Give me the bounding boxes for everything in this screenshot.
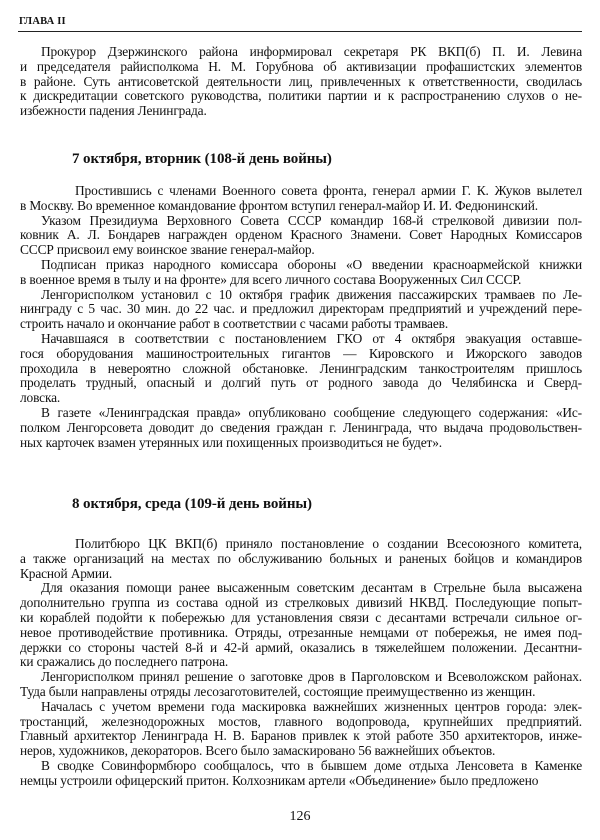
text-line: проходила в невероятно сложной обстановке. Ленинградским танкостроителям пришлось (20, 361, 582, 376)
page-number: 126 (289, 809, 311, 824)
text-line: Начавшаяся в соответствии с постановлением ГКО от 4 октября эвакуация оставше- (41, 331, 582, 346)
text-line: Простившись с членами Военного совета фронта, генерал армии Г. К. Жуков вылетел (75, 184, 582, 198)
text-line: Красной Армии. (20, 566, 113, 581)
text-line: Для оказания помощи ранее высаженным советским десантам в Стрельне была высажена (41, 581, 582, 596)
text-line: ных карточек взамен утерянных или похищенных производиться не будет». (20, 435, 442, 450)
text-line: немцы устроили офицерский притон. Колхозникам артели «Объединение» было предложено (20, 773, 539, 788)
text-line: Ленгорисполком установил с 10 октября график движения пассажирских трамваев по Ле- (41, 287, 582, 302)
paragraph (20, 581, 582, 670)
text-line: держки со стороны частей 8-й и 42-й армий, оказались в тяжелейшем положении. Десантни- (20, 640, 582, 655)
header-rule (18, 31, 582, 32)
paragraph (20, 670, 582, 700)
section-body (20, 537, 582, 789)
text-line: проделать трудный, опасный и долгий путь от родного завода до Челябинска и Сверд- (20, 376, 582, 391)
text-line: ковник А. Л. Бондарев награжден орденом Красного Знамени. Совет Народных Комиссаров (20, 228, 582, 243)
text-line: В сводке Совинформбюро сообщалось, что в бывшем доме отдыха Ленсовета в Каменке (41, 758, 582, 773)
text-line: нинграду с 5 час. 30 мин. до 22 час. и предложил директорам предприятий и учреждений пере- (20, 302, 582, 317)
text-line: в Москву. Во временное командование фронтом вступил генерал-майор И. И. Федюнинский. (20, 198, 538, 213)
text-line: в районе. Суть антисоветской деятельности лиц, привлеченных к ответственности, сводилась (20, 74, 582, 89)
text-line: а также организаций на местах по обслуживанию больных и раненых бойцов и командиров (20, 551, 582, 566)
paragraph (20, 45, 582, 119)
paragraph (20, 332, 582, 406)
text-line: ки сражались до последнего патрона. (20, 655, 229, 670)
text-line: и председателя райисполкома Н. М. Горубнова об активизации профашистских элементов (20, 59, 582, 74)
text-line: дополнительно группа из состава одной из стрелковых дивизий НКВД. Последующие попыт- (20, 596, 582, 611)
text-line: к дискредитации советского руководства, политики партии и к распространению слухов о не- (20, 89, 582, 104)
text-line: невое противодействие противника. Отряды, отрезанные немцами от побережья, не имея под- (20, 625, 582, 640)
paragraph (20, 537, 582, 581)
text-line: Указом Президиума Верховного Совета СССР командир 168-й стрелковой дивизии пол- (41, 213, 582, 228)
section-heading: 7 октября, вторник (108-й день войны) (72, 151, 332, 167)
text-line: полком Ленгорсовета доводит до сведения граждан г. Ленинграда, что выдача продовольствен- (20, 420, 582, 435)
text-line: Ленгорисполком принял решение о заготовке дров в Парголовском и Всеволожском районах. (41, 670, 582, 685)
paragraph (20, 759, 582, 789)
text-line: Главный архитектор Ленинграда Н. В. Баранов привлек к этой работе 350 архитекторов, инже- (20, 729, 582, 744)
paragraph (20, 288, 582, 332)
paragraph (20, 406, 582, 450)
text-line: в военное время в тылу и на фронте» для всего личного состава Вооруженных Сил СССР. (20, 272, 522, 287)
text-line: В газете «Ленинградская правда» опубликовано сообщение следующего содержания: «Ис- (41, 405, 582, 420)
section-heading: 8 октября, среда (109-й день войны) (72, 496, 312, 512)
text-line: Началась с учетом времени года маскировка важнейших жизненных центров города: элек- (41, 699, 582, 714)
paragraph (20, 184, 582, 214)
text-line: Прокурор Дзержинского района информировал секретаря РК ВКП(б) П. И. Левина (41, 45, 582, 59)
text-line: СССР присвоил ему воинское звание генерал-майор. (20, 243, 315, 258)
text-line: ловска. (20, 391, 61, 406)
text-line: тростанций, железнодорожных мостов, главного водопровода, крупнейших предприятий. (20, 714, 582, 729)
intro-text (20, 45, 582, 119)
paragraph (20, 258, 582, 288)
paragraph (20, 214, 582, 258)
text-line: Политбюро ЦК ВКП(б) приняло постановление о создании Всесоюзного комитета, (75, 537, 582, 551)
text-line: избежности падения Ленинграда. (20, 104, 207, 119)
section-body (20, 184, 582, 450)
text-line: ки кораблей подойти к побережью для установления связи с десантами встречали сильное ог- (20, 610, 582, 625)
text-line: Подписан приказ народного комиссара обороны «О введении красноармейской книжки (41, 257, 582, 272)
paragraph (20, 700, 582, 759)
running-head: ГЛАВА II (19, 16, 66, 27)
text-line: Туда были направлены отряды лесозаготовителей, состоящие преимущественно из женщин. (20, 684, 536, 699)
text-line: неров, художников, декораторов. Всего было замаскировано 56 важнейших объектов. (20, 744, 496, 759)
text-line: гося оборудования машиностроительных гигантов — Кировского и Ижорского заводов (20, 346, 582, 361)
text-line: строить начало и окончание работ в соответствии с часами работы трамваев. (20, 317, 449, 332)
